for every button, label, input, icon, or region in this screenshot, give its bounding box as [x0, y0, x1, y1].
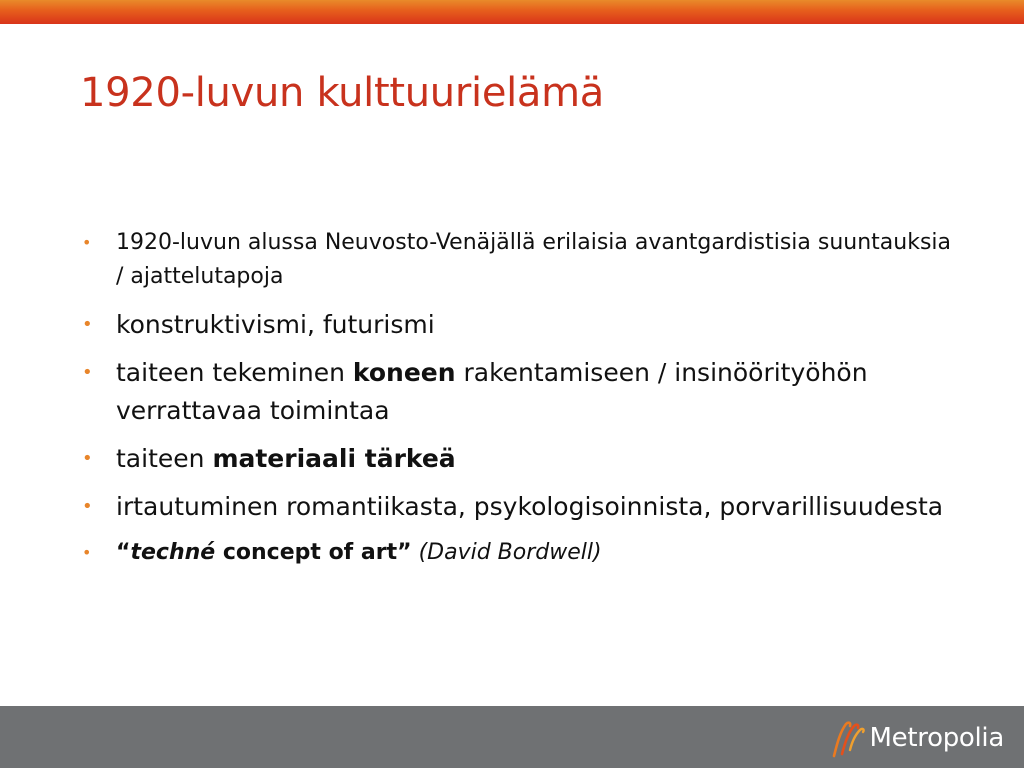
metropolia-logo — [828, 716, 1004, 760]
list-item — [80, 488, 960, 526]
quote-open: “ — [116, 540, 131, 565]
list-item — [80, 536, 960, 570]
bullet-list — [80, 226, 960, 570]
logo-text: Metropolia — [869, 723, 1004, 753]
bullet-icon: • — [82, 314, 93, 335]
bullet-emphasis: koneen — [352, 358, 456, 387]
bullet-icon: • — [82, 233, 92, 252]
citation: (David Bordwell) — [411, 540, 602, 565]
bullet-icon: • — [82, 543, 92, 562]
bullet-icon: • — [82, 448, 93, 469]
bullet-text: konstruktivismi, futurismi — [116, 310, 435, 339]
top-accent-bar — [0, 0, 1024, 24]
bullet-icon: • — [82, 496, 93, 517]
bullet-icon: • — [82, 362, 93, 383]
bullet-text-start: taiteen — [116, 444, 213, 473]
metropolia-logo-icon — [828, 718, 866, 758]
bullet-text: 1920-luvun alussa Neuvosto-Venäjällä erilaisia avantgardistisia suuntauksia / ajattelutapoja — [116, 230, 952, 289]
list-item — [80, 440, 960, 478]
list-item — [80, 226, 960, 294]
bullet-text-end: rakentamiseen / insinöörityöhön verrattavaa toimintaa — [116, 358, 868, 425]
bullet-text: irtautuminen romantiikasta, psykologisoinnista, porvarillisuudesta — [116, 492, 944, 521]
bullet-emphasis: concept of art” — [215, 540, 412, 565]
bullet-emphasis-italic: techné — [130, 540, 216, 565]
bullet-text-start: taiteen tekeminen — [116, 358, 353, 387]
bullet-emphasis: materiaali tärkeä — [212, 444, 456, 473]
list-item — [80, 306, 960, 344]
list-item — [80, 354, 960, 430]
slide-title: 1920-luvun kulttuurielämä — [80, 70, 605, 116]
